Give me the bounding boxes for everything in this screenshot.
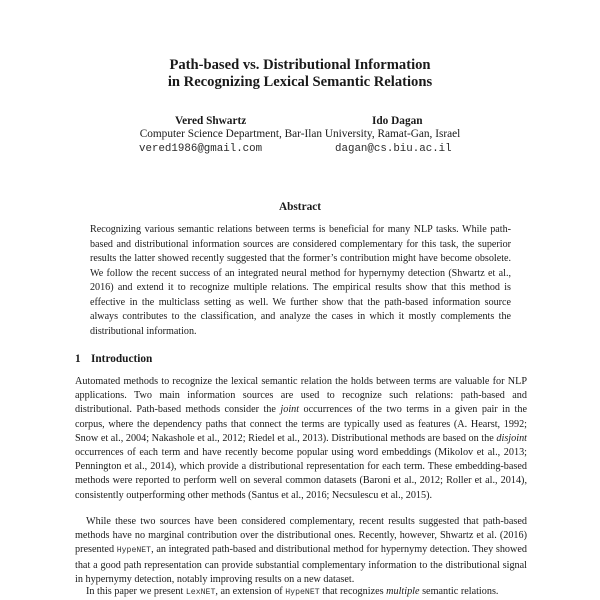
text-run: that recognizes — [319, 586, 387, 597]
text-run: semantic relations. — [419, 586, 499, 597]
text-run: Automated methods to recognize the lexical semantic relation the holds between terms are valuable for NLP applications. Two main information sources are used to recognize such relations: path-based and distributional. Path-based methods consider the — [75, 376, 527, 416]
emphasis-joint: joint — [280, 404, 300, 416]
author-email-1: vered1986@gmail.com — [139, 143, 263, 155]
intro-paragraph-2 — [75, 515, 527, 587]
system-name-hypenet: HypeNET — [285, 588, 320, 597]
section-number: 1 — [75, 353, 81, 365]
paper-title-line-1: Path-based vs. Distributional Information — [169, 57, 431, 73]
text-run: , an integrated path-based and distributional method for hypernymy detection. They showed that a good path representation can provide substantial complementary information to the distributional signal in hypernymy detection, notably improving results on a new dataset. — [75, 544, 527, 585]
author-name-2: Ido Dagan — [372, 115, 423, 127]
author-name-1: Vered Shwartz — [175, 115, 247, 127]
section-heading-introduction — [75, 352, 152, 366]
text-run: occurrences of each term and have recently become popular using word embeddings (Mikolov et al., 2013; Pennington et al., 2014), which provide a distributional representation for each term. These embedding-based methods were reported to perform well on several common datasets (Baroni et al., 2012; Roller et al., 2014), consistently outperforming other methods (Santus et al., 2016; Necsulescu et al., 2015). — [75, 447, 527, 501]
intro-paragraph-3 — [75, 585, 527, 600]
section-title: Introduction — [91, 353, 153, 365]
author-email-2: dagan@cs.biu.ac.il — [335, 143, 452, 155]
system-name-hypenet: HypeNET — [116, 546, 152, 556]
abstract-heading: Abstract — [278, 201, 322, 213]
system-name-lexnet: LexNET — [185, 588, 216, 597]
text-run: occurrences of the two terms in a given pair in the corpus, where the dependency paths that connect the terms are typically used as features (A. Hearst, 1992; Snow et al., 2004; Nakashole et al., 2012; Riedel et al., 2013). Distributional methods are based on the — [75, 404, 527, 444]
emphasis-disjoint: disjoint — [496, 432, 527, 444]
intro-paragraph-1 — [75, 375, 527, 503]
text-run: , an extension of — [215, 586, 286, 597]
emphasis-multiple: multiple — [386, 586, 420, 597]
paper-title-line-2: in Recognizing Lexical Semantic Relations — [167, 74, 433, 90]
author-affiliation: Computer Science Department, Bar-Ilan University, Ramat-Gan, Israel — [139, 128, 461, 140]
text-run: In this paper we present — [86, 586, 186, 597]
abstract-text: Recognizing various semantic relations between terms is beneficial for many NLP tasks. While path-based and distributional information sources are considered complementary for this task, the superior results the latter showed recently suggested that the former’s contribution might have become obsolete. We follow the recent success of an integrated neural method for hypernymy detection (Shwartz et al., 2016) and extend it to recognize multiple relations. The empirical results show that this method is effective in the multiclass setting as well. We further show that the path-based information source always contributes to the classification, and analyze the cases in which it mostly complements the distributional information. — [90, 224, 511, 337]
text-run: While these two sources have been considered complementary, recent results suggested that path-based methods have no marginal contribution over the distributional ones. Recently, however, Shwartz et al. (2016) presented — [75, 516, 527, 556]
